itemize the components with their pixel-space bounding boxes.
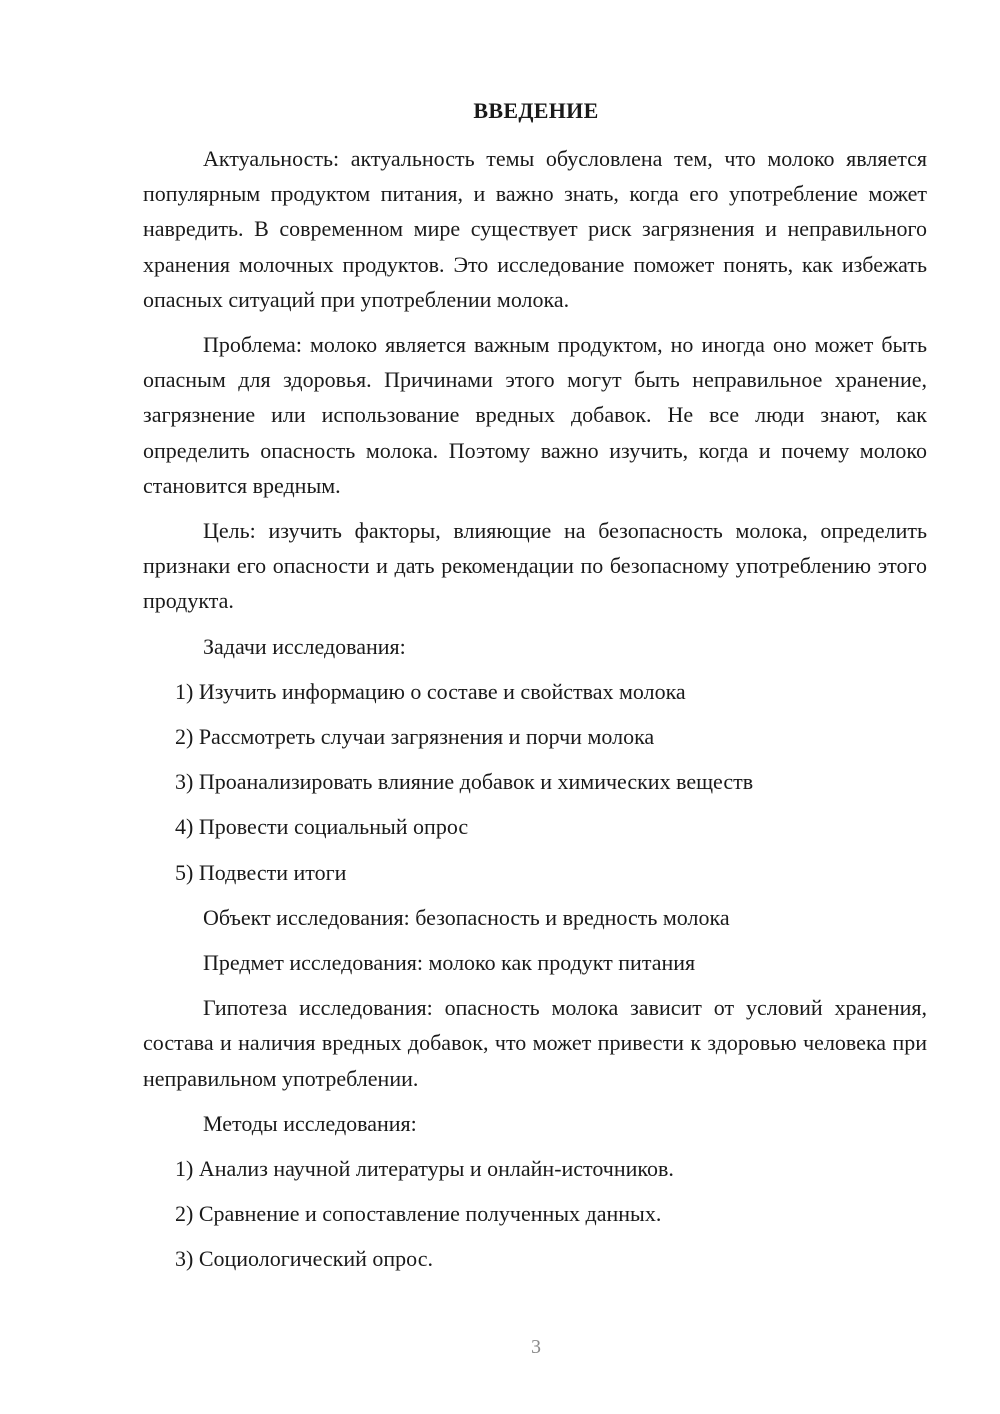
- list-item: 4) Провести социальный опрос: [175, 814, 469, 840]
- goal-paragraph: Цель: изучить факторы, влияющие на безопасность молока, определить признаки его опасности и дать рекомендации по безопасному употреблению этого продукта.: [143, 518, 927, 614]
- list-item: 1) Анализ научной литературы и онлайн-источников.: [175, 1156, 674, 1182]
- object-line: Объект исследования: безопасность и вредность молока: [203, 904, 730, 930]
- subject-line: Предмет исследования: молоко как продукт питания: [203, 950, 696, 976]
- list-item: 3) Проанализировать влияние добавок и химических веществ: [175, 769, 754, 795]
- page-title: ВВЕДЕНИЕ: [473, 98, 599, 123]
- hypothesis-paragraph: Гипотеза исследования: опасность молока зависит от условий хранения, состава и наличия вредных добавок, что может привести к здоровью человека при неправильном употреблении.: [143, 995, 927, 1091]
- document-body: [143, 141, 927, 1287]
- methods-heading: Методы исследования:: [203, 1110, 417, 1136]
- relevance-paragraph: Актуальность: актуальность темы обусловлена тем, что молоко является популярным продуктом питания, и важно знать, когда его употребление может навредить. В современном мире существует риск загрязнения и неправильного хранения молочных продуктов. Это исследование поможет понять, как избежать опасных ситуаций при употреблении молока.: [143, 146, 927, 312]
- tasks-heading: Задачи исследования:: [203, 633, 406, 659]
- list-item: 1) Изучить информацию о составе и свойствах молока: [175, 678, 686, 704]
- list-item: 5) Подвести итоги: [175, 859, 347, 885]
- list-item: 3) Социологический опрос.: [175, 1246, 433, 1272]
- list-item: 2) Сравнение и сопоставление полученных данных.: [175, 1201, 662, 1227]
- list-item: 2) Рассмотреть случаи загрязнения и порчи молока: [175, 724, 655, 750]
- problem-paragraph: Проблема: молоко является важным продуктом, но иногда оно может быть опасным для здоровья. Причинами этого могут быть неправильное хранение, загрязнение или использование вредных добавок. Не все люди знают, как определить опасность молока. Поэтому важно изучить, когда и почему молоко становится вредным.: [143, 332, 927, 498]
- page-number: 3: [531, 1336, 541, 1358]
